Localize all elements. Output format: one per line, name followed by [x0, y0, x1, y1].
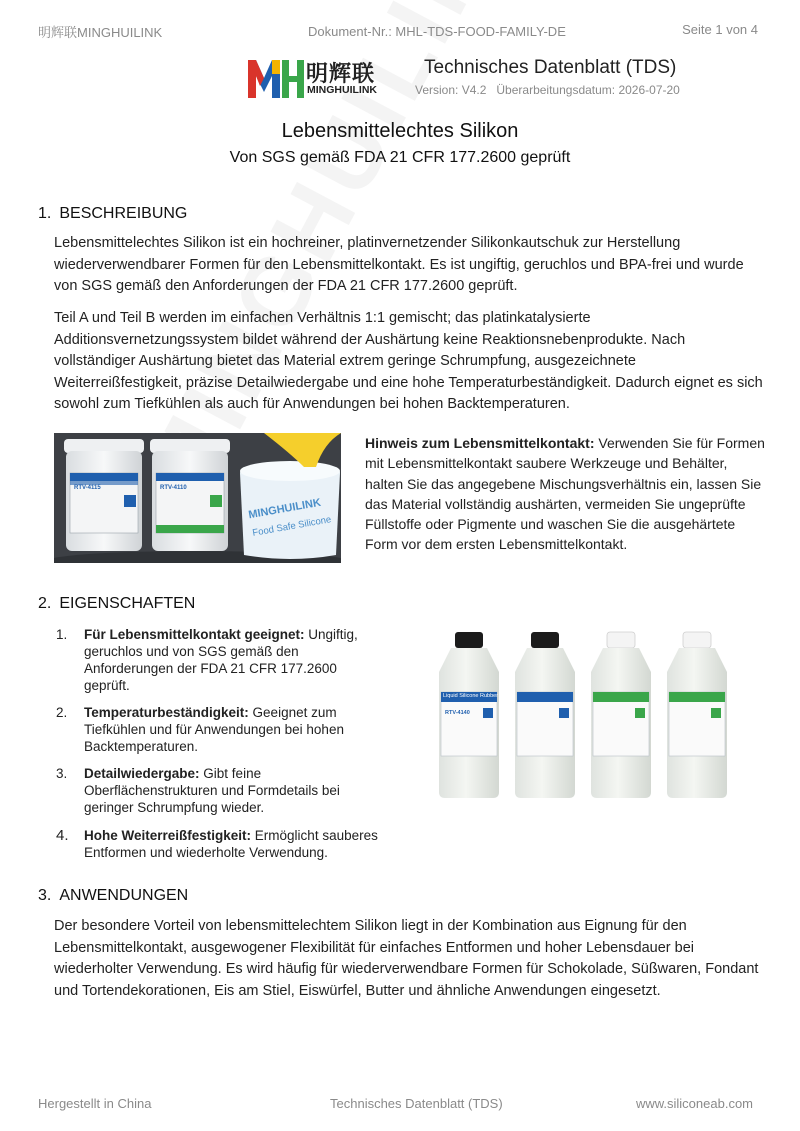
section-number: 1. [38, 205, 52, 222]
tds-revision-date: Überarbeitungsdatum: 2026-07-20 [496, 83, 680, 97]
product-bottles-image [437, 628, 729, 801]
section-title: EIGENSCHAFTEN [59, 595, 196, 612]
description-paragraph-1: Lebensmittelechtes Silikon ist ein hochreiner, platinvernetzender Silikonkautschuk zur Herstellung wiederverwendbarer Formen für den Lebensmittelkontakt. Es ist ungiftig, geruchlos und BPA-frei und wurde von SGS gemäß den Anforderungen der FDA 21 CFR 177.2600 geprüft. [54, 235, 744, 294]
tub-brand: MINGHUILINK [247, 496, 322, 522]
tds-meta [415, 83, 680, 97]
list-item-text: Ungiftig, geruchlos und von SGS gemäß den Anforderungen der FDA 21 CFR 177.2600 geprüft. [84, 627, 358, 693]
logo-chinese-name: 明辉联 [306, 62, 376, 87]
bottle-4 [667, 632, 727, 798]
list-index: 4. [56, 827, 69, 844]
logo-english-name: MINGHUILINK [307, 84, 377, 96]
bottle-3 [591, 632, 651, 798]
tub-text: Food Safe Silicone [251, 514, 333, 539]
document-subtitle: Von SGS gemäß FDA 21 CFR 177.2600 geprüft [229, 149, 571, 166]
document-title: Lebensmittelechtes Silikon [281, 120, 519, 142]
product-jars-image [54, 433, 341, 563]
food-contact-note [365, 433, 765, 555]
list-index: 1. [56, 627, 68, 642]
list-item-label: Detailwiedergabe: [84, 766, 200, 781]
header-brand: 明辉联MINGHUILINK [38, 25, 163, 40]
section-title: ANWENDUNGEN [59, 887, 189, 904]
page-header [38, 22, 758, 42]
note-text: Verwenden Sie für Formen mit Lebensmittelkontakt saubere Werkzeuge und Behälter, halten Sie das angegebene Mischungsverhältnis ein, lassen Sie das Material vollständig aushärten, vermeiden Sie ungeprüfte Füllstoffe oder Pigmente und waschen Sie die ausgehärtete Form vor dem ersten Lebensmittelkontakt. [365, 435, 765, 553]
section-number: 2. [38, 595, 52, 612]
section-title: BESCHREIBUNG [59, 205, 188, 222]
list-item-label: Hohe Weiterreißfestigkeit: [84, 828, 252, 843]
jar2-code: RTV-4110 [160, 485, 187, 491]
company-logo [246, 56, 381, 100]
section-heading-applications [38, 887, 188, 905]
jars-illustration [54, 433, 341, 563]
applications-paragraph: Der besondere Vorteil von lebensmittelechtem Silikon liegt in der Kombination aus Eignung für den Lebensmittelkontakt, ausgewogener Flexibilität für einfaches Entformen und hoher Lebensdauer bei wiederholter Verwendung. Es wird häufig für wiederverwendbare Formen für Schokolade, Süßwaren, Fondant und Tortendekorationen, Eis am Stiel, Eiswürfel, Butter und ähnliche Anwendungen eingesetzt. [54, 918, 759, 999]
tds-title: Technisches Datenblatt (TDS) [424, 57, 677, 78]
section-heading-description [38, 205, 187, 223]
list-item-label: Für Lebensmittelkontakt geeignet: [84, 627, 305, 642]
list-item-text: Ermöglicht sauberes Entformen und wiederholte Verwendung. [84, 828, 378, 860]
logo-mark-icon [246, 56, 306, 100]
footer-made-in: Hergestellt in China [38, 1096, 152, 1111]
bottle-2 [515, 632, 575, 798]
description-paragraph-2: Teil A und Teil B werden im einfachen Verhältnis 1:1 gemischt; das platinkatalysierte Additionsvernetzungssystem bildet während der Aushärtung keine Reaktionsnebenprodukte. Nach vollständiger Aushärtung bietet das Material extrem geringe Schrumpfung, ausgezeichnete Weiterreißfestigkeit, präzise Detailwiedergabe und eine hohe Temperaturbeständigkeit. Dadurch eignet es sich sowohl zum Tiefkühlen als auch für Anwendungen bei hohen Backtemperaturen. [54, 310, 763, 412]
list-index: 2. [56, 705, 68, 720]
bottle-label-code: RTV-4140 [445, 710, 470, 716]
section-number: 3. [38, 887, 52, 904]
bottles-illustration [437, 628, 729, 801]
jar1-code: RTV-4115 [74, 485, 101, 491]
list-item-label: Temperaturbeständigkeit: [84, 705, 249, 720]
header-doc-number: Dokument-Nr.: MHL-TDS-FOOD-FAMILY-DE [308, 24, 566, 39]
bottle-label-title: Liquid Silicone Rubber [443, 693, 499, 699]
note-label: Hinweis zum Lebensmittelkontakt: [365, 435, 595, 451]
list-item-text: Geeignet zum Tiefkühlen und für Anwendungen bei hohen Backtemperaturen. [84, 705, 344, 754]
list-item-text: Gibt feine Oberflächenstrukturen und Formdetails bei geringer Schrumpfung wieder. [84, 766, 340, 815]
list-index: 3. [56, 766, 68, 781]
footer-website-link[interactable]: www.siliconeab.com [635, 1096, 753, 1111]
header-page-number: Seite 1 von 4 [682, 22, 758, 37]
section-heading-properties [38, 595, 195, 613]
footer-doc-type: Technisches Datenblatt (TDS) [330, 1096, 503, 1111]
tds-version: Version: V4.2 [415, 83, 487, 97]
